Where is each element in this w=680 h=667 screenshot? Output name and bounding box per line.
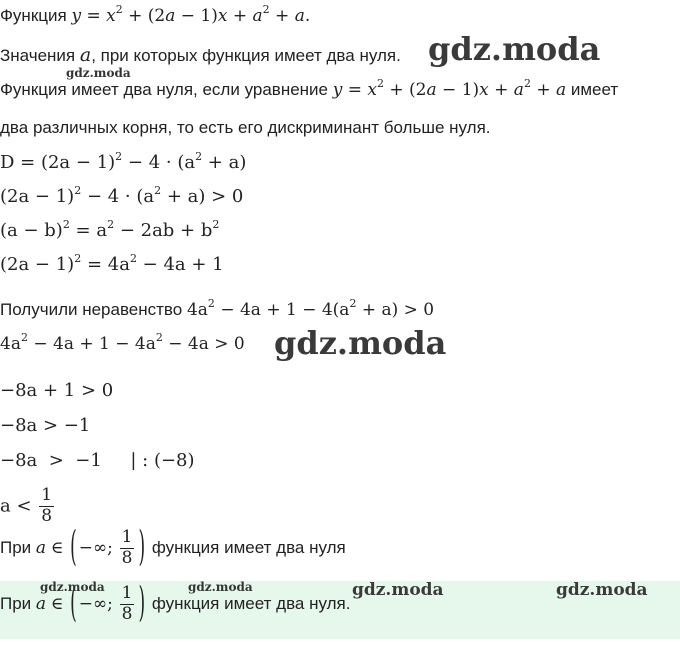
math-m2: − 4a + 1 − 4(a [214,300,350,320]
text-line-condition [0,77,619,100]
math-formula-start: (a − b) [0,220,63,241]
math-rest3: + [488,80,514,100]
sup-2: 2 [20,331,28,344]
fraction-num: 1 [121,527,133,547]
fraction-num: 1 [121,583,133,603]
math-rest1: + (2 [384,80,427,100]
fraction-num: 1 [41,485,53,505]
text-line-function [0,3,311,26]
math-in: ∈ [50,538,64,559]
math-expand-mid: = 4a [81,254,130,275]
text-line-values [0,44,401,66]
math-line-expand [0,254,224,275]
math-a: a [426,80,437,100]
math-a: a [165,6,176,26]
fraction-den: 8 [121,547,133,568]
math-line-10 [0,331,245,354]
math-rest4: + [269,6,295,26]
text-line-obtained [0,297,435,320]
math-expand-end: − 4a + 1 [136,254,224,275]
math-m2: − 4a + 1 − 4a [27,334,156,354]
math-line-d [0,152,246,173]
sup-2b: 2 [195,150,203,163]
sup-2b: 2 [155,331,163,344]
sup-2: 2 [115,150,123,163]
sup-2: 2 [207,297,215,310]
math-in: ∈ [50,594,64,615]
math-inner: −∞; [78,538,113,559]
math-d: D = (2a − 1) [0,152,116,173]
math-a: a [79,44,92,66]
sup-2: 2 [377,77,384,90]
math-line-11 [0,380,113,401]
math-ineq-end: + a) > 0 [161,186,244,207]
fraction [39,486,54,526]
math-rest1: + (2 [122,6,166,26]
math-m3: + a) > 0 [356,300,435,320]
sup-2b: 2 [523,77,531,90]
math-line-14 [0,486,56,526]
watermark-small-3: gdz.moda [188,580,253,594]
sup-2b: 2 [107,218,115,231]
text-post: функция имеет два нуля [151,538,346,558]
text-discriminant: два различных корня, то есть его дискриминант больше нуля. [0,118,491,137]
math-x2: x [479,80,489,100]
fraction-den: 8 [121,603,133,624]
text-pre: При [0,538,32,558]
math-x: x [367,80,377,100]
math-y: y [71,6,82,26]
watermark-big-1: gdz.moda [428,30,601,68]
math-line-13 [0,450,195,471]
paren-left: ( [70,524,77,573]
math-inner: −∞; [78,594,113,615]
text-post: функция имеет два нуля. [151,594,351,614]
math-y: y [332,80,343,100]
sup-2b: 2 [129,252,137,265]
math-d-end: + a) [202,152,247,173]
sup-2: 2 [74,252,82,265]
math-x2: x [217,6,228,26]
fraction [120,528,135,568]
math-rest2: − 1) [436,80,480,100]
math-end: . [304,6,311,26]
text-obtained: Получили неравенство [0,300,183,319]
sup-2b: 2 [349,297,357,310]
math-a2: a [513,80,524,100]
text-line-conclusion [0,524,346,573]
math-rest3: + [227,6,253,26]
fraction-den: 8 [41,505,53,526]
math-a: a [35,594,47,615]
fraction [120,584,135,624]
math-text: −8a > −1 | : (−8) [0,450,195,471]
sup-2: 2 [115,3,123,16]
math-line-12 [0,415,90,436]
math-m1: 4a [0,334,21,354]
math-a2: a [252,6,263,26]
math-a3: a [294,6,305,26]
text-pre: При [0,594,32,614]
math-eq: = [342,80,368,100]
sup-2: 2 [62,218,70,231]
paren-right: ) [138,524,146,573]
watermark-mid-2: gdz.moda [556,580,648,600]
math-line-inequality [0,186,243,207]
watermark-mid-1: gdz.moda [352,580,444,600]
math-eq: = [81,6,107,26]
text-rest: , при которых функция имеет два нуля. [91,46,401,65]
math-text: −8a > −1 [0,415,91,436]
paren-right: ) [138,580,146,629]
math-d-rest: − 4 · (a [122,152,196,173]
math-rest2: − 1) [175,6,218,26]
math-x: x [106,6,116,26]
sup-2b: 2 [262,3,270,16]
watermark-big-2: gdz.moda [274,324,447,362]
sup-2: 2 [74,184,82,197]
math-m1: 4a [186,300,208,320]
text-has: имеет [570,80,619,99]
text-line-discriminant [0,118,491,138]
math-a3: a [556,80,567,100]
watermark-small-1: gdz.moda [66,66,131,80]
math-formula-mid2: − 2ab + b [114,220,213,241]
math-expand-start: (2a − 1) [0,254,75,275]
label-function: Функция [0,6,67,25]
sup-2b: 2 [154,184,162,197]
text-values: Значения [0,46,76,65]
math-text: a < [0,495,32,517]
sup-2c: 2 [212,218,220,231]
math-m3: − 4a > 0 [162,334,245,354]
math-ineq-rest: − 4 · (a [81,186,155,207]
watermark-small-2: gdz.moda [40,580,105,594]
paren-left: ( [70,580,77,629]
text-condition: Функция имеет два нуля, если уравнение [0,80,328,99]
math-a: a [35,538,47,559]
math-text: −8a + 1 > 0 [0,380,114,401]
math-formula-mid: = a [69,220,108,241]
math-line-formula [0,220,219,241]
math-rest4: + [530,80,556,100]
math-ineq-start: (2a − 1) [0,186,75,207]
